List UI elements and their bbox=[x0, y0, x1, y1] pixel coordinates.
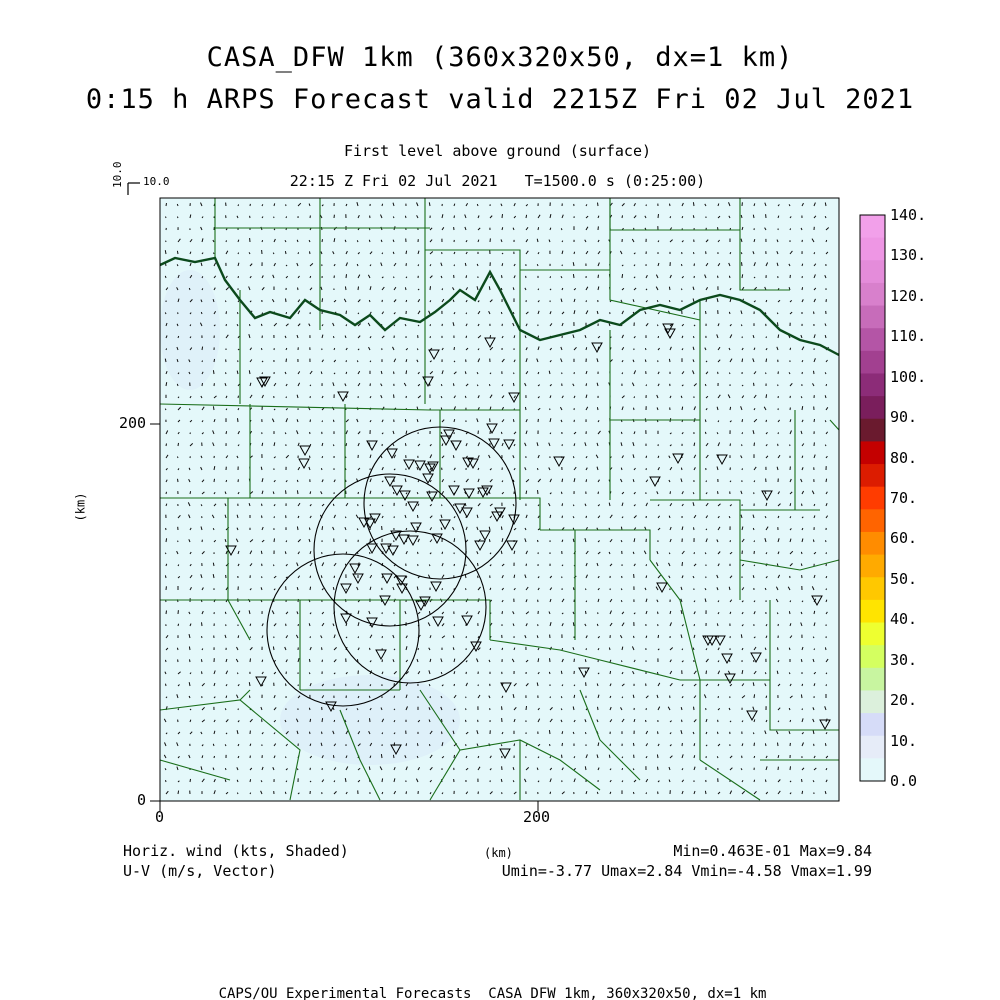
wind-shade-region bbox=[160, 270, 220, 390]
colorbar-label: 70. bbox=[890, 489, 918, 507]
colorbar-swatch bbox=[860, 736, 885, 759]
plot-title-line2: 0:15 h ARPS Forecast valid 2215Z Fri 02 Jul 2021 bbox=[85, 84, 915, 115]
y-tick-label-0: 0 bbox=[137, 791, 147, 809]
colorbar-label: 50. bbox=[890, 569, 918, 588]
colorbar-swatch bbox=[860, 713, 885, 736]
colorbar-swatch bbox=[860, 373, 885, 396]
colorbar-swatch bbox=[860, 306, 885, 329]
colorbar-swatch bbox=[860, 577, 885, 600]
colorbar-swatch bbox=[860, 555, 885, 578]
y-tick-label-200: 200 bbox=[119, 414, 147, 432]
colorbar-swatch bbox=[860, 623, 885, 646]
colorbar-swatch bbox=[860, 509, 885, 532]
footer-left-line1: Horiz. wind (kts, Shaded) bbox=[123, 842, 349, 860]
colorbar bbox=[860, 215, 885, 782]
colorbar-swatch bbox=[860, 260, 885, 283]
colorbar-label: 40. bbox=[890, 610, 918, 629]
y-axis-label: (km) bbox=[73, 492, 88, 522]
ref-vector-vertical-label: 10.0 bbox=[111, 161, 124, 188]
colorbar-swatch bbox=[860, 758, 885, 781]
colorbar-label: 80. bbox=[890, 448, 918, 467]
x-tick-label-200: 200 bbox=[523, 808, 551, 826]
colorbar-label: 110. bbox=[890, 327, 927, 346]
colorbar-label: 140. bbox=[890, 206, 927, 224]
footer-right-line2: Umin=-3.77 Umax=2.84 Vmin=-4.58 Vmax=1.99 bbox=[501, 862, 872, 880]
colorbar-swatch bbox=[860, 351, 885, 374]
colorbar-swatch bbox=[860, 464, 885, 487]
colorbar-swatch bbox=[860, 487, 885, 510]
colorbar-swatch bbox=[860, 532, 885, 555]
colorbar-swatch bbox=[860, 215, 885, 238]
colorbar-swatch bbox=[860, 238, 885, 261]
colorbar-swatch bbox=[860, 328, 885, 351]
colorbar-swatch bbox=[860, 419, 885, 442]
colorbar-label: 20. bbox=[890, 691, 918, 710]
footer-right-line1: Min=0.463E-01 Max=9.84 bbox=[673, 842, 872, 860]
x-tick-label-0: 0 bbox=[155, 808, 165, 826]
colorbar-label: 60. bbox=[890, 529, 918, 548]
colorbar-label: 120. bbox=[890, 286, 927, 305]
colorbar-label: 130. bbox=[890, 246, 927, 265]
colorbar-swatch bbox=[860, 645, 885, 668]
colorbar-label: 100. bbox=[890, 367, 927, 386]
colorbar-label: 10. bbox=[890, 731, 918, 750]
colorbar-label: 90. bbox=[890, 408, 918, 427]
colorbar-swatch bbox=[860, 668, 885, 691]
colorbar-swatch bbox=[860, 396, 885, 419]
bottom-credit: CAPS/OU Experimental Forecasts CASA DFW 1km, 360x320x50, dx=1 km bbox=[218, 986, 767, 1000]
reference-vector bbox=[111, 162, 170, 196]
colorbar-label: 30. bbox=[890, 650, 918, 669]
colorbar-label: 0.0 bbox=[890, 772, 918, 790]
ref-vector-horizontal-label: 10.0 bbox=[143, 175, 170, 188]
colorbar-swatch bbox=[860, 283, 885, 306]
level-subtitle: First level above ground (surface) bbox=[343, 142, 652, 160]
time-subtitle: 22:15 Z Fri 02 Jul 2021 T=1500.0 s (0:25:00) bbox=[289, 172, 706, 190]
footer-left-line2: U-V (m/s, Vector) bbox=[123, 862, 277, 880]
plot-title-line1: CASA_DFW 1km (360x320x50, dx=1 km) bbox=[206, 42, 794, 73]
colorbar-swatch bbox=[860, 441, 885, 464]
colorbar-swatch bbox=[860, 690, 885, 713]
x-axis-label: (km) bbox=[484, 846, 513, 860]
colorbar-swatch bbox=[860, 600, 885, 623]
